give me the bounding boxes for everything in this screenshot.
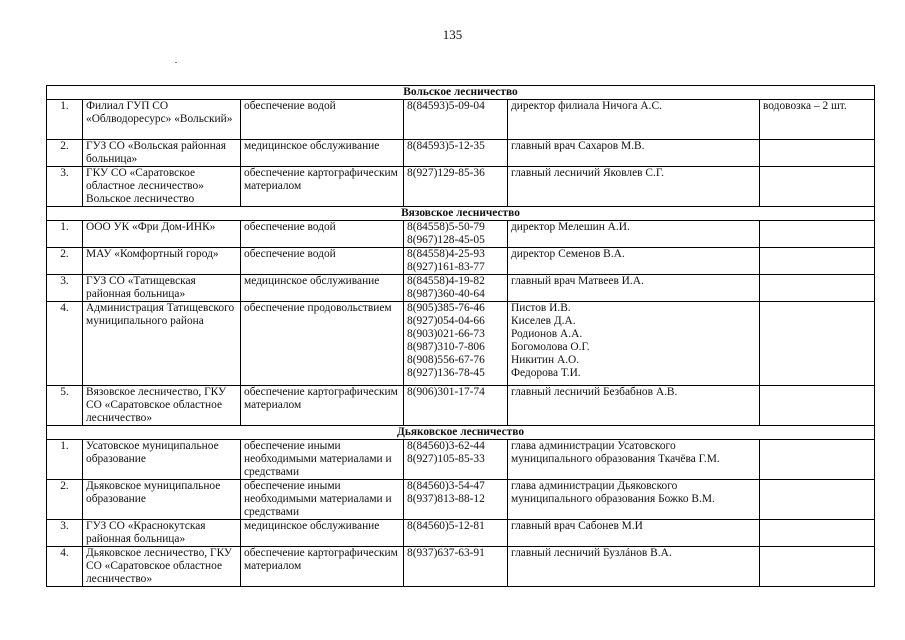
contact-person: глава администрации Дьяковского муниципального образования Божко В.М. <box>511 480 715 505</box>
contact-person: Киселев Д.А. <box>511 315 576 327</box>
phone-cell <box>404 275 508 302</box>
service-cell: обеспечение водой <box>241 221 404 248</box>
table-row <box>47 248 875 275</box>
forestry-contacts-table <box>46 85 875 587</box>
phone-number: 8(937)813-88-12 <box>407 493 485 505</box>
organization-cell: ГУЗ СО «Татищевская районная больница» <box>83 275 241 302</box>
service-cell: обеспечение иными необходимыми материалами и средствами <box>241 480 404 520</box>
table-row <box>47 140 875 167</box>
service-cell: медицинское обслуживание <box>241 140 404 167</box>
service-cell: медицинское обслуживание <box>241 520 404 547</box>
service-cell: обеспечение водой <box>241 248 404 275</box>
row-number: 4. <box>47 547 83 587</box>
row-number: 4. <box>47 302 83 386</box>
organization-cell: Дьяковское муниципальное образование <box>83 480 241 520</box>
contact-cell <box>508 386 760 426</box>
row-number: 2. <box>47 480 83 520</box>
table-row <box>47 547 875 587</box>
note-cell <box>760 167 875 207</box>
phone-cell <box>404 221 508 248</box>
section-title: Дьяковское лесничество <box>47 426 875 440</box>
contact-cell <box>508 480 760 520</box>
row-number: 3. <box>47 520 83 547</box>
table-row <box>47 302 875 386</box>
page-number: 135 <box>442 27 463 42</box>
contact-person: главный лесничий Безбабнов А.В. <box>511 386 678 398</box>
phone-cell <box>404 140 508 167</box>
note-cell <box>760 248 875 275</box>
phone-cell <box>404 302 508 386</box>
phone-number: 8(927)054-04-66 <box>407 315 485 327</box>
phone-number: 8(906)301-17-74 <box>407 386 485 398</box>
phone-cell <box>404 480 508 520</box>
service-cell: обеспечение картографическим материалом <box>241 547 404 587</box>
organization-cell: Усатовское муниципальное образование <box>83 440 241 480</box>
row-number: 2. <box>47 140 83 167</box>
table-row <box>47 520 875 547</box>
contact-person: главный лесничий Бузлáнов В.А. <box>511 547 672 559</box>
phone-cell <box>404 386 508 426</box>
phone-number: 8(927)136-78-45 <box>407 367 485 379</box>
row-number: 1. <box>47 440 83 480</box>
contact-cell <box>508 248 760 275</box>
phone-number: 8(905)385-76-46 <box>407 302 485 314</box>
contact-person: главный лесничий Яковлев С.Г. <box>511 167 664 179</box>
phone-cell <box>404 167 508 207</box>
note-cell <box>760 302 875 386</box>
phone-number: 8(987)360-40-64 <box>407 288 485 300</box>
contact-cell <box>508 221 760 248</box>
section-header-row <box>47 86 875 100</box>
service-cell: обеспечение продовольствием <box>241 302 404 386</box>
phone-number: 8(84593)5-12-35 <box>407 140 485 152</box>
note-cell <box>760 440 875 480</box>
contact-cell <box>508 302 760 386</box>
note-cell <box>760 520 875 547</box>
phone-cell <box>404 100 508 140</box>
phone-number: 8(84560)3-62-44 <box>407 440 485 452</box>
table-row <box>47 167 875 207</box>
note-cell <box>760 386 875 426</box>
organization-cell: ООО УК «Фри Дом-ИНК» <box>83 221 241 248</box>
table-row <box>47 100 875 140</box>
note-cell <box>760 140 875 167</box>
table-row <box>47 221 875 248</box>
phone-cell <box>404 440 508 480</box>
organization-cell: МАУ «Комфортный город» <box>83 248 241 275</box>
contact-person: главный врач Сабонев М.И <box>511 520 643 532</box>
phone-number: 8(903)021-66-73 <box>407 328 485 340</box>
phone-number: 8(927)129-85-36 <box>407 167 485 179</box>
table-row <box>47 440 875 480</box>
table-row <box>47 275 875 302</box>
contact-person: глава администрации Усатовского муниципального образования Ткачёва Г.М. <box>511 440 720 465</box>
contact-cell <box>508 167 760 207</box>
contact-person: Родионов А.А. <box>511 328 583 340</box>
organization-cell: ГУЗ СО «Вольская районная больница» <box>83 140 241 167</box>
section-title: Вольское лесничество <box>47 86 875 100</box>
note-cell <box>760 547 875 587</box>
phone-number: 8(937)637-63-91 <box>407 547 485 559</box>
phone-cell <box>404 248 508 275</box>
phone-number: 8(84560)5-12-81 <box>407 520 485 532</box>
contact-cell <box>508 440 760 480</box>
phone-cell <box>404 520 508 547</box>
table-row <box>47 386 875 426</box>
organization-cell: Администрация Татищевского муниципального района <box>83 302 241 386</box>
organization-cell: Дьяковское лесничество, ГКУ СО «Саратовское областное лесничество» <box>83 547 241 587</box>
row-number: 3. <box>47 275 83 302</box>
contact-person: Никитин А.О. <box>511 354 580 366</box>
organization-cell: ГУЗ СО «Краснокутская районная больница» <box>83 520 241 547</box>
section-header-row <box>47 426 875 440</box>
phone-number: 8(987)310-7-806 <box>407 341 485 353</box>
contact-person: Федорова Т.И. <box>511 367 581 379</box>
phone-number: 8(927)161-83-77 <box>407 261 485 273</box>
section-title: Вязовское лесничество <box>47 207 875 221</box>
contact-person: директор Мелешин А.И. <box>511 221 630 233</box>
contact-person: главный врач Матвеев И.А. <box>511 275 644 287</box>
table-row <box>47 480 875 520</box>
organization-cell: Вязовское лесничество, ГКУ СО «Саратовское областное лесничество» <box>83 386 241 426</box>
contact-cell <box>508 520 760 547</box>
phone-number: 8(84558)4-25-93 <box>407 248 485 260</box>
scan-dot <box>175 62 177 63</box>
phone-number: 8(84560)3-54-47 <box>407 480 485 492</box>
contact-cell <box>508 100 760 140</box>
note-cell <box>760 221 875 248</box>
service-cell: обеспечение картографическим материалом <box>241 167 404 207</box>
note-cell <box>760 275 875 302</box>
contact-cell <box>508 275 760 302</box>
service-cell: медицинское обслуживание <box>241 275 404 302</box>
phone-number: 8(84558)4-19-82 <box>407 275 485 287</box>
phone-cell <box>404 547 508 587</box>
phone-number: 8(908)556-67-76 <box>407 354 485 366</box>
contact-person: Пистов И.В. <box>511 302 571 314</box>
row-number: 1. <box>47 100 83 140</box>
service-cell: обеспечение картографическим материалом <box>241 386 404 426</box>
row-number: 1. <box>47 221 83 248</box>
contact-person: Богомолова О.Г. <box>511 341 590 353</box>
row-number: 5. <box>47 386 83 426</box>
phone-number: 8(84593)5-09-04 <box>407 100 485 112</box>
phone-number: 8(84558)5-50-79 <box>407 221 485 233</box>
section-header-row <box>47 207 875 221</box>
note-cell: водовозка – 2 шт. <box>760 100 875 140</box>
service-cell: обеспечение иными необходимыми материалами и средствами <box>241 440 404 480</box>
contact-person: главный врач Сахаров М.В. <box>511 140 645 152</box>
note-cell <box>760 480 875 520</box>
contact-person: директор Семенов В.А. <box>511 248 625 260</box>
contact-person: директор филиала Ничога А.С. <box>511 100 662 112</box>
row-number: 3. <box>47 167 83 207</box>
organization-cell: Филиал ГУП СО «Облводоресурс» «Вольский» <box>83 100 241 140</box>
organization-cell: ГКУ СО «Саратовское областное лесничество» Вольское лесничество <box>83 167 241 207</box>
contact-cell <box>508 140 760 167</box>
phone-number: 8(927)105-85-33 <box>407 453 485 465</box>
phone-number: 8(967)128-45-05 <box>407 234 485 246</box>
service-cell: обеспечение водой <box>241 100 404 140</box>
contact-cell <box>508 547 760 587</box>
row-number: 2. <box>47 248 83 275</box>
